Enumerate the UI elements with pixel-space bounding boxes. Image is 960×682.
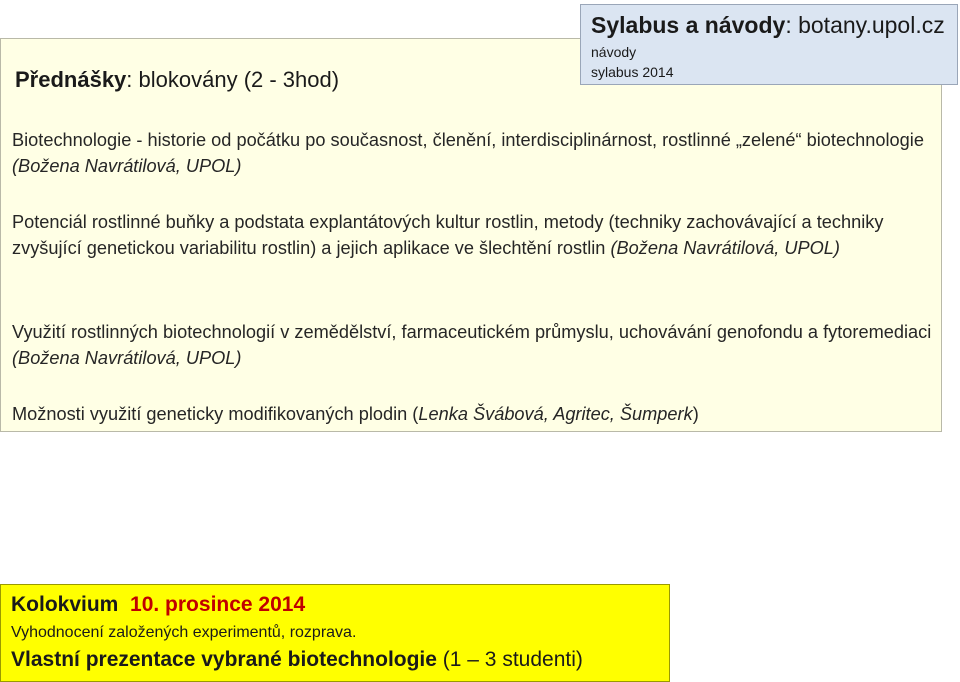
- guides-link[interactable]: návody: [591, 44, 637, 60]
- lecture-item-4: [12, 401, 937, 427]
- presentation-bold: Vlastní prezentace vybrané biotechnologie: [11, 648, 437, 671]
- colloquium-description: Vyhodnocení založených experimentů, rozprava.: [11, 624, 357, 641]
- lecture-author: (Božena Navrátilová, UPOL): [12, 156, 242, 176]
- lecture-text: Využití rostlinných biotechnologií v zemědělství, farmaceutickém průmyslu, uchovávání genofondu a fytoremediaci: [12, 322, 932, 342]
- colloquium-label: Kolokvium: [11, 593, 119, 616]
- lecture-item-2: [12, 209, 937, 261]
- syllabus-title: [591, 11, 945, 39]
- lecture-tail: ): [692, 404, 699, 424]
- syllabus-title-rest: : botany.upol.cz: [785, 12, 945, 38]
- lectures-panel: [0, 38, 942, 432]
- lectures-heading-bold: Přednášky: [15, 67, 127, 92]
- lecture-text: Potenciál rostlinné buňky a podstata explantátových kultur rostlin, metody (techniky zachovávající a techniky zvyšující genetickou variabilitu rostlin) a jejich aplikace ve šlechtění rostlin: [12, 212, 884, 258]
- colloquium-date: 10. prosince 2014: [130, 593, 306, 616]
- lectures-heading: [15, 67, 339, 93]
- syllabus-2014-link[interactable]: sylabus 2014: [591, 64, 674, 80]
- colloquium-title: [11, 591, 305, 619]
- presentation-line: [11, 646, 583, 674]
- presentation-rest: (1 – 3 studenti): [436, 648, 583, 671]
- lecture-text: Biotechnologie - historie od počátku po současnost, členění, interdisciplinárnost, rostlinné „zelené“ biotechnologie: [12, 130, 924, 150]
- colloquium-box: [0, 584, 670, 682]
- syllabus-links-box: [580, 4, 958, 85]
- lecture-author: Lenka Švábová, Agritec, Šumperk: [418, 404, 693, 424]
- lecture-item-3: [12, 319, 937, 371]
- lecture-text: Možnosti využití geneticky modifikovaných plodin (: [12, 404, 419, 424]
- lecture-author: (Božena Navrátilová, UPOL): [12, 348, 242, 368]
- lectures-heading-rest: : blokovány (2 - 3hod): [126, 67, 340, 92]
- syllabus-title-bold: Sylabus a návody: [591, 12, 786, 38]
- lecture-item-1: [12, 127, 937, 179]
- lecture-author: (Božena Navrátilová, UPOL): [610, 238, 840, 258]
